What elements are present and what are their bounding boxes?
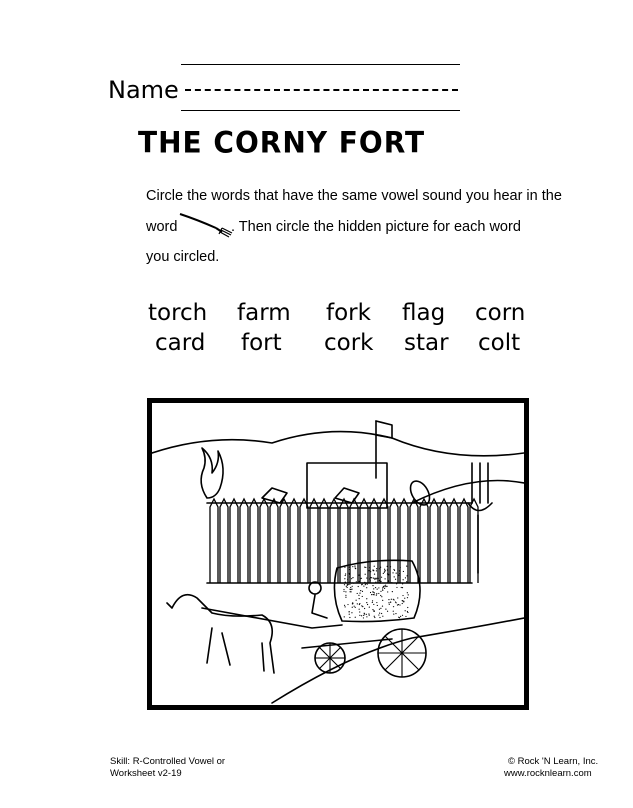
stipple-dot — [398, 617, 399, 618]
stipple-dot — [407, 597, 408, 598]
word-corn[interactable]: corn — [475, 300, 526, 326]
palisade-post — [260, 499, 268, 583]
stipple-dot — [345, 591, 346, 592]
stipple-dot — [349, 584, 350, 585]
stipple-dot — [391, 599, 392, 600]
stipple-dot — [380, 567, 381, 568]
stipple-dot — [385, 586, 386, 587]
stipple-dot — [385, 585, 386, 586]
word-card[interactable]: card — [155, 330, 206, 356]
stipple-dot — [396, 573, 397, 574]
worksheet-title: THE CORNY FORT — [138, 125, 426, 160]
stipple-dot — [361, 605, 362, 606]
stipple-dot — [403, 571, 404, 572]
stipple-dot — [347, 587, 348, 588]
stipple-dot — [349, 569, 350, 570]
stipple-dot — [352, 602, 353, 603]
stipple-dot — [359, 615, 360, 616]
wheel-spoke — [330, 647, 341, 658]
palisade-post — [310, 499, 318, 583]
stipple-dot — [393, 599, 394, 600]
stipple-dot — [397, 604, 398, 605]
stipple-dot — [365, 583, 366, 584]
stipple-dot — [390, 566, 391, 567]
stipple-dot — [375, 587, 376, 588]
stipple-dot — [380, 581, 381, 582]
stipple-dot — [366, 577, 367, 578]
stipple-dot — [344, 605, 345, 606]
footer-copyright: © Rock 'N Learn, Inc. — [508, 756, 599, 767]
stipple-dot — [378, 614, 379, 615]
stipple-dot — [345, 575, 346, 576]
palisade-post — [440, 499, 448, 583]
stipple-dot — [364, 567, 365, 568]
word-farm[interactable]: farm — [237, 300, 291, 326]
stipple-dot — [391, 582, 392, 583]
stipple-dot — [402, 583, 403, 584]
stipple-dot — [362, 606, 363, 607]
stipple-dot — [344, 567, 345, 568]
stipple-dot — [386, 586, 387, 587]
stipple-dot — [344, 616, 345, 617]
stipple-dot — [361, 615, 362, 616]
stipple-dot — [377, 588, 378, 589]
stipple-dot — [376, 578, 377, 579]
stipple-dot — [407, 607, 408, 608]
stipple-dot — [382, 588, 383, 589]
ground-path — [272, 618, 524, 703]
stipple-dot — [365, 574, 366, 575]
word-flag[interactable]: flag — [402, 300, 446, 326]
stipple-dot — [363, 615, 364, 616]
stipple-dot — [373, 604, 374, 605]
stipple-dot — [354, 606, 355, 607]
stipple-dot — [369, 567, 370, 568]
stipple-dot — [347, 604, 348, 605]
palisade-post — [350, 499, 358, 583]
stipple-dot — [407, 612, 408, 613]
footer-website: www.rocknlearn.com — [504, 768, 592, 779]
stipple-dot — [379, 568, 380, 569]
stipple-dot — [405, 577, 406, 578]
stipple-dot — [374, 592, 375, 593]
wheel-spoke — [319, 658, 330, 669]
fork-icon — [178, 208, 234, 238]
stipple-dot — [383, 573, 384, 574]
stipple-dot — [370, 592, 371, 593]
stipple-dot — [349, 614, 350, 615]
stipple-dot — [384, 585, 385, 586]
stipple-dot — [405, 610, 406, 611]
stipple-dot — [349, 589, 350, 590]
stipple-dot — [378, 593, 379, 594]
stipple-dot — [360, 590, 361, 591]
stipple-dot — [387, 591, 388, 592]
stipple-dot — [378, 587, 379, 588]
stipple-dot — [399, 604, 400, 605]
stipple-dot — [363, 617, 364, 618]
stipple-dot — [364, 608, 365, 609]
footer-skill: Skill: R-Controlled Vowel or — [110, 756, 226, 767]
stipple-dot — [399, 573, 400, 574]
stipple-dot — [375, 581, 376, 582]
stipple-dot — [372, 600, 373, 601]
stipple-dot — [379, 580, 380, 581]
word-star[interactable]: star — [404, 330, 449, 356]
palisade-post — [280, 499, 288, 583]
palisade-post — [470, 499, 478, 583]
stipple-dot — [400, 567, 401, 568]
palisade-post — [340, 499, 348, 583]
stipple-dot — [376, 602, 377, 603]
stipple-dot — [362, 584, 363, 585]
stipple-dot — [384, 569, 385, 570]
stipple-dot — [387, 569, 388, 570]
stipple-dot — [354, 566, 355, 567]
stipple-dot — [402, 615, 403, 616]
palisade-post — [380, 499, 388, 583]
stipple-dot — [405, 616, 406, 617]
stipple-dot — [399, 570, 400, 571]
stipple-dot — [382, 616, 383, 617]
stipple-dot — [408, 594, 409, 595]
stipple-dot — [345, 597, 346, 598]
stipple-dot — [373, 570, 374, 571]
stipple-dot — [367, 584, 368, 585]
stipple-dot — [380, 591, 381, 592]
stipple-dot — [345, 606, 346, 607]
stipple-dot — [359, 609, 360, 610]
stipple-dot — [401, 587, 402, 588]
wheel-spoke — [385, 653, 402, 670]
stipple-dot — [381, 613, 382, 614]
palisade-post — [360, 499, 368, 583]
stipple-dot — [398, 575, 399, 576]
stipple-dot — [366, 614, 367, 615]
stipple-dot — [349, 574, 350, 575]
stipple-dot — [372, 609, 373, 610]
stipple-dot — [407, 592, 408, 593]
palisade-post — [250, 499, 258, 583]
stipple-dot — [375, 578, 376, 579]
stipple-dot — [403, 579, 404, 580]
stipple-dot — [374, 617, 375, 618]
stipple-dot — [402, 587, 403, 588]
palisade-post — [450, 499, 458, 583]
stipple-dot — [374, 578, 375, 579]
instruction-line-2: . Then circle the hidden picture for each word — [231, 219, 521, 235]
stipple-dot — [355, 567, 356, 568]
stipple-dot — [344, 578, 345, 579]
stipple-dot — [373, 577, 374, 578]
stipple-dot — [393, 606, 394, 607]
stipple-dot — [351, 588, 352, 589]
word-colt[interactable]: colt — [478, 330, 521, 356]
name-dashed-line[interactable] — [185, 89, 458, 91]
stipple-dot — [394, 576, 395, 577]
stipple-dot — [371, 577, 372, 578]
stipple-dot — [343, 589, 344, 590]
word-torch[interactable]: torch — [148, 300, 208, 326]
stipple-dot — [347, 584, 348, 585]
stipple-dot — [359, 603, 360, 604]
stipple-dot — [362, 596, 363, 597]
stipple-dot — [350, 587, 351, 588]
name-label: Name — [108, 76, 179, 104]
hill-left — [152, 432, 524, 456]
stipple-dot — [381, 577, 382, 578]
stipple-dot — [345, 573, 346, 574]
word-cork[interactable]: cork — [324, 330, 374, 356]
stipple-dot — [388, 581, 389, 582]
stipple-dot — [359, 581, 360, 582]
stipple-dot — [402, 595, 403, 596]
stipple-dot — [352, 607, 353, 608]
stipple-dot — [365, 567, 366, 568]
stipple-dot — [392, 572, 393, 573]
stipple-dot — [384, 588, 385, 589]
stipple-dot — [348, 611, 349, 612]
stipple-dot — [396, 587, 397, 588]
stipple-dot — [369, 615, 370, 616]
stipple-dot — [390, 601, 391, 602]
stipple-dot — [397, 597, 398, 598]
palisade-post — [230, 499, 238, 583]
stipple-dot — [352, 566, 353, 567]
stipple-dot — [357, 603, 358, 604]
palisade-post — [300, 499, 308, 583]
stipple-dot — [380, 595, 381, 596]
stipple-dot — [366, 616, 367, 617]
stipple-dot — [345, 595, 346, 596]
wheel-spoke — [319, 647, 330, 658]
stipple-dot — [372, 591, 373, 592]
instruction-word: word — [146, 219, 178, 235]
stipple-dot — [370, 571, 371, 572]
stipple-dot — [364, 582, 365, 583]
wagon-cover — [334, 560, 420, 621]
stipple-dot — [352, 582, 353, 583]
stipple-dot — [346, 586, 347, 587]
stipple-dot — [351, 612, 352, 613]
palisade-post — [220, 499, 228, 583]
stipple-dot — [385, 609, 386, 610]
stipple-dot — [389, 604, 390, 605]
stipple-dot — [384, 572, 385, 573]
wheel-spoke — [402, 653, 419, 670]
stipple-dot — [379, 609, 380, 610]
stipple-dot — [377, 605, 378, 606]
stipple-dot — [393, 611, 394, 612]
stipple-dot — [394, 570, 395, 571]
stipple-dot — [349, 581, 350, 582]
stipple-dot — [372, 602, 373, 603]
palisade-post — [270, 499, 278, 583]
palisade-post — [420, 499, 428, 583]
big-fork — [468, 463, 492, 573]
stipple-dot — [360, 578, 361, 579]
stipple-dot — [374, 610, 375, 611]
stipple-dot — [406, 565, 407, 566]
stipple-dot — [373, 588, 374, 589]
word-fork[interactable]: fork — [326, 300, 371, 326]
stipple-dot — [365, 584, 366, 585]
stipple-dot — [358, 595, 359, 596]
horse — [167, 595, 274, 673]
stipple-dot — [359, 598, 360, 599]
stipple-dot — [345, 582, 346, 583]
stipple-dot — [351, 582, 352, 583]
stipple-dot — [374, 574, 375, 575]
stipple-dot — [366, 602, 367, 603]
stipple-dot — [353, 583, 354, 584]
stipple-dot — [402, 600, 403, 601]
stipple-dot — [393, 613, 394, 614]
stipple-dot — [364, 613, 365, 614]
stipple-dot — [380, 608, 381, 609]
stipple-dot — [343, 591, 344, 592]
stipple-dot — [382, 590, 383, 591]
stipple-dot — [387, 573, 388, 574]
stipple-dot — [402, 603, 403, 604]
stipple-dot — [392, 591, 393, 592]
palisade-post — [430, 499, 438, 583]
stipple-dot — [359, 611, 360, 612]
stipple-dot — [376, 595, 377, 596]
stipple-dot — [356, 600, 357, 601]
stipple-dot — [376, 568, 377, 569]
stipple-dot — [388, 574, 389, 575]
stipple-dot — [366, 587, 367, 588]
footer-worksheet: Worksheet v2-19 — [110, 768, 182, 779]
stipple-dot — [355, 607, 356, 608]
stipple-dot — [356, 581, 357, 582]
stipple-dot — [349, 576, 350, 577]
stipple-dot — [368, 613, 369, 614]
stipple-dot — [350, 591, 351, 592]
stipple-dot — [387, 611, 388, 612]
stipple-dot — [388, 599, 389, 600]
stipple-dot — [372, 585, 373, 586]
palisade-post — [320, 499, 328, 583]
stipple-dot — [352, 577, 353, 578]
stipple-dot — [387, 566, 388, 567]
stipple-dot — [388, 602, 389, 603]
stipple-dot — [367, 604, 368, 605]
stipple-dot — [363, 585, 364, 586]
stipple-dot — [381, 596, 382, 597]
stipple-dot — [398, 604, 399, 605]
stipple-dot — [344, 584, 345, 585]
stipple-dot — [376, 570, 377, 571]
stipple-dot — [373, 594, 374, 595]
stipple-dot — [404, 598, 405, 599]
stipple-dot — [403, 601, 404, 602]
stipple-dot — [384, 571, 385, 572]
stipple-dot — [376, 593, 377, 594]
stipple-dot — [361, 578, 362, 579]
hidden-picture-scene[interactable] — [147, 398, 529, 710]
stipple-dot — [359, 575, 360, 576]
stipple-dot — [368, 570, 369, 571]
palisade-post — [240, 499, 248, 583]
stipple-dot — [395, 579, 396, 580]
stipple-dot — [382, 600, 383, 601]
word-fort[interactable]: fort — [241, 330, 282, 356]
stipple-dot — [349, 617, 350, 618]
palisade-post — [400, 499, 408, 583]
instruction-line-1: Circle the words that have the same vowel sound you hear in the — [146, 188, 562, 204]
stipple-dot — [406, 582, 407, 583]
stipple-dot — [351, 578, 352, 579]
palisade-post — [290, 499, 298, 583]
stipple-dot — [349, 573, 350, 574]
stipple-dot — [369, 578, 370, 579]
stipple-dot — [366, 598, 367, 599]
stipple-dot — [380, 583, 381, 584]
stipple-dot — [359, 593, 360, 594]
palisade-post — [460, 499, 468, 583]
stipple-dot — [382, 605, 383, 606]
stipple-dot — [406, 581, 407, 582]
stipple-dot — [358, 586, 359, 587]
driver-body — [312, 595, 327, 618]
palisade-post — [210, 499, 218, 583]
name-bottom-line — [181, 110, 460, 111]
stipple-dot — [378, 578, 379, 579]
stipple-dot — [406, 575, 407, 576]
stipple-dot — [352, 586, 353, 587]
stipple-dot — [395, 613, 396, 614]
stipple-dot — [379, 617, 380, 618]
stipple-dot — [374, 616, 375, 617]
stipple-dot — [355, 617, 356, 618]
stipple-dot — [369, 607, 370, 608]
name-top-line — [181, 64, 460, 65]
stipple-dot — [370, 580, 371, 581]
scene-illustration — [152, 403, 524, 705]
stipple-dot — [400, 616, 401, 617]
stipple-dot — [347, 579, 348, 580]
stipple-dot — [374, 566, 375, 567]
stipple-dot — [384, 578, 385, 579]
stipple-dot — [379, 613, 380, 614]
stipple-dot — [395, 601, 396, 602]
stipple-dot — [362, 591, 363, 592]
instruction-line-3: you circled. — [146, 249, 220, 265]
stipple-dot — [357, 593, 358, 594]
stipple-dot — [371, 594, 372, 595]
torch-flame — [201, 448, 223, 498]
stipple-dot — [396, 583, 397, 584]
stipple-dot — [349, 566, 350, 567]
